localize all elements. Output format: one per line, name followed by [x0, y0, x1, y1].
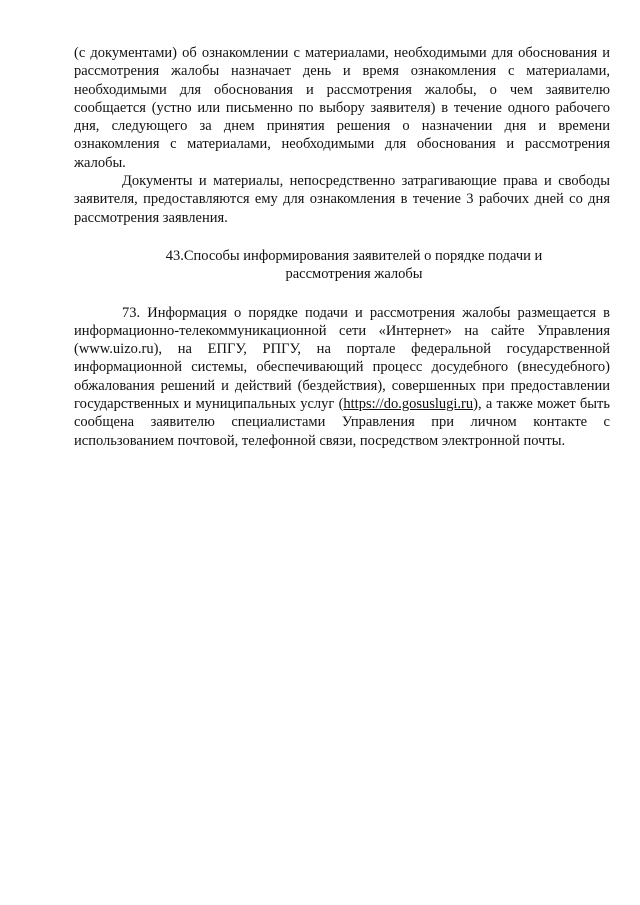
document-page: [74, 44, 610, 450]
gosuslugi-link[interactable]: https://do.gosuslugi.ru: [343, 396, 474, 413]
paragraph-73-text-start: 73. Информация о порядке подачи и рассмотрения жалобы размещается в информационно-телекоммуникационной сети «Интернет» на сайте Управления (www.uizo.ru), на ЕПГУ, РПГУ, на портале федеральной государственной информационной системы, обеспечивающий процесс досудебного (внесудебного) обжалования решений и действий (бездействия), совершенных при предоставлении государственных и муниципальных услуг (: [74, 304, 610, 413]
section-heading-line-2: рассмотрения жалобы: [285, 266, 423, 283]
paragraph-review-materials: (с документами) об ознакомлении с материалами, необходимыми для обоснования и рассмотрения жалобы назначает день и время ознакомления с материалами, необходимыми для обоснования и рассмотрения жалобы, о чем заявителю сообщается (устно или письменно по выбору заявителя) в течение одного рабочего дня, следующего за днем принятия решения о назначении дня и времени ознакомления с материалами, необходимыми для обоснования и рассмотрения жалобы.: [74, 45, 610, 171]
paragraph-73-text-end: ), а также может быть сообщена заявителю специалистами Управления при личном контакте с использованием почтовой, телефонной связи, посредством электронной почты.: [74, 396, 610, 449]
section-heading: [74, 247, 610, 284]
paragraph-documents-provision: Документы и материалы, непосредственно затрагивающие права и свободы заявителя, предоставляются ему для ознакомления в течение 3 рабочих дней со дня рассмотрения заявления.: [74, 173, 610, 226]
paragraph-73: [74, 304, 610, 450]
section-heading-line-1: 43.Способы информирования заявителей о порядке подачи и: [165, 247, 543, 264]
